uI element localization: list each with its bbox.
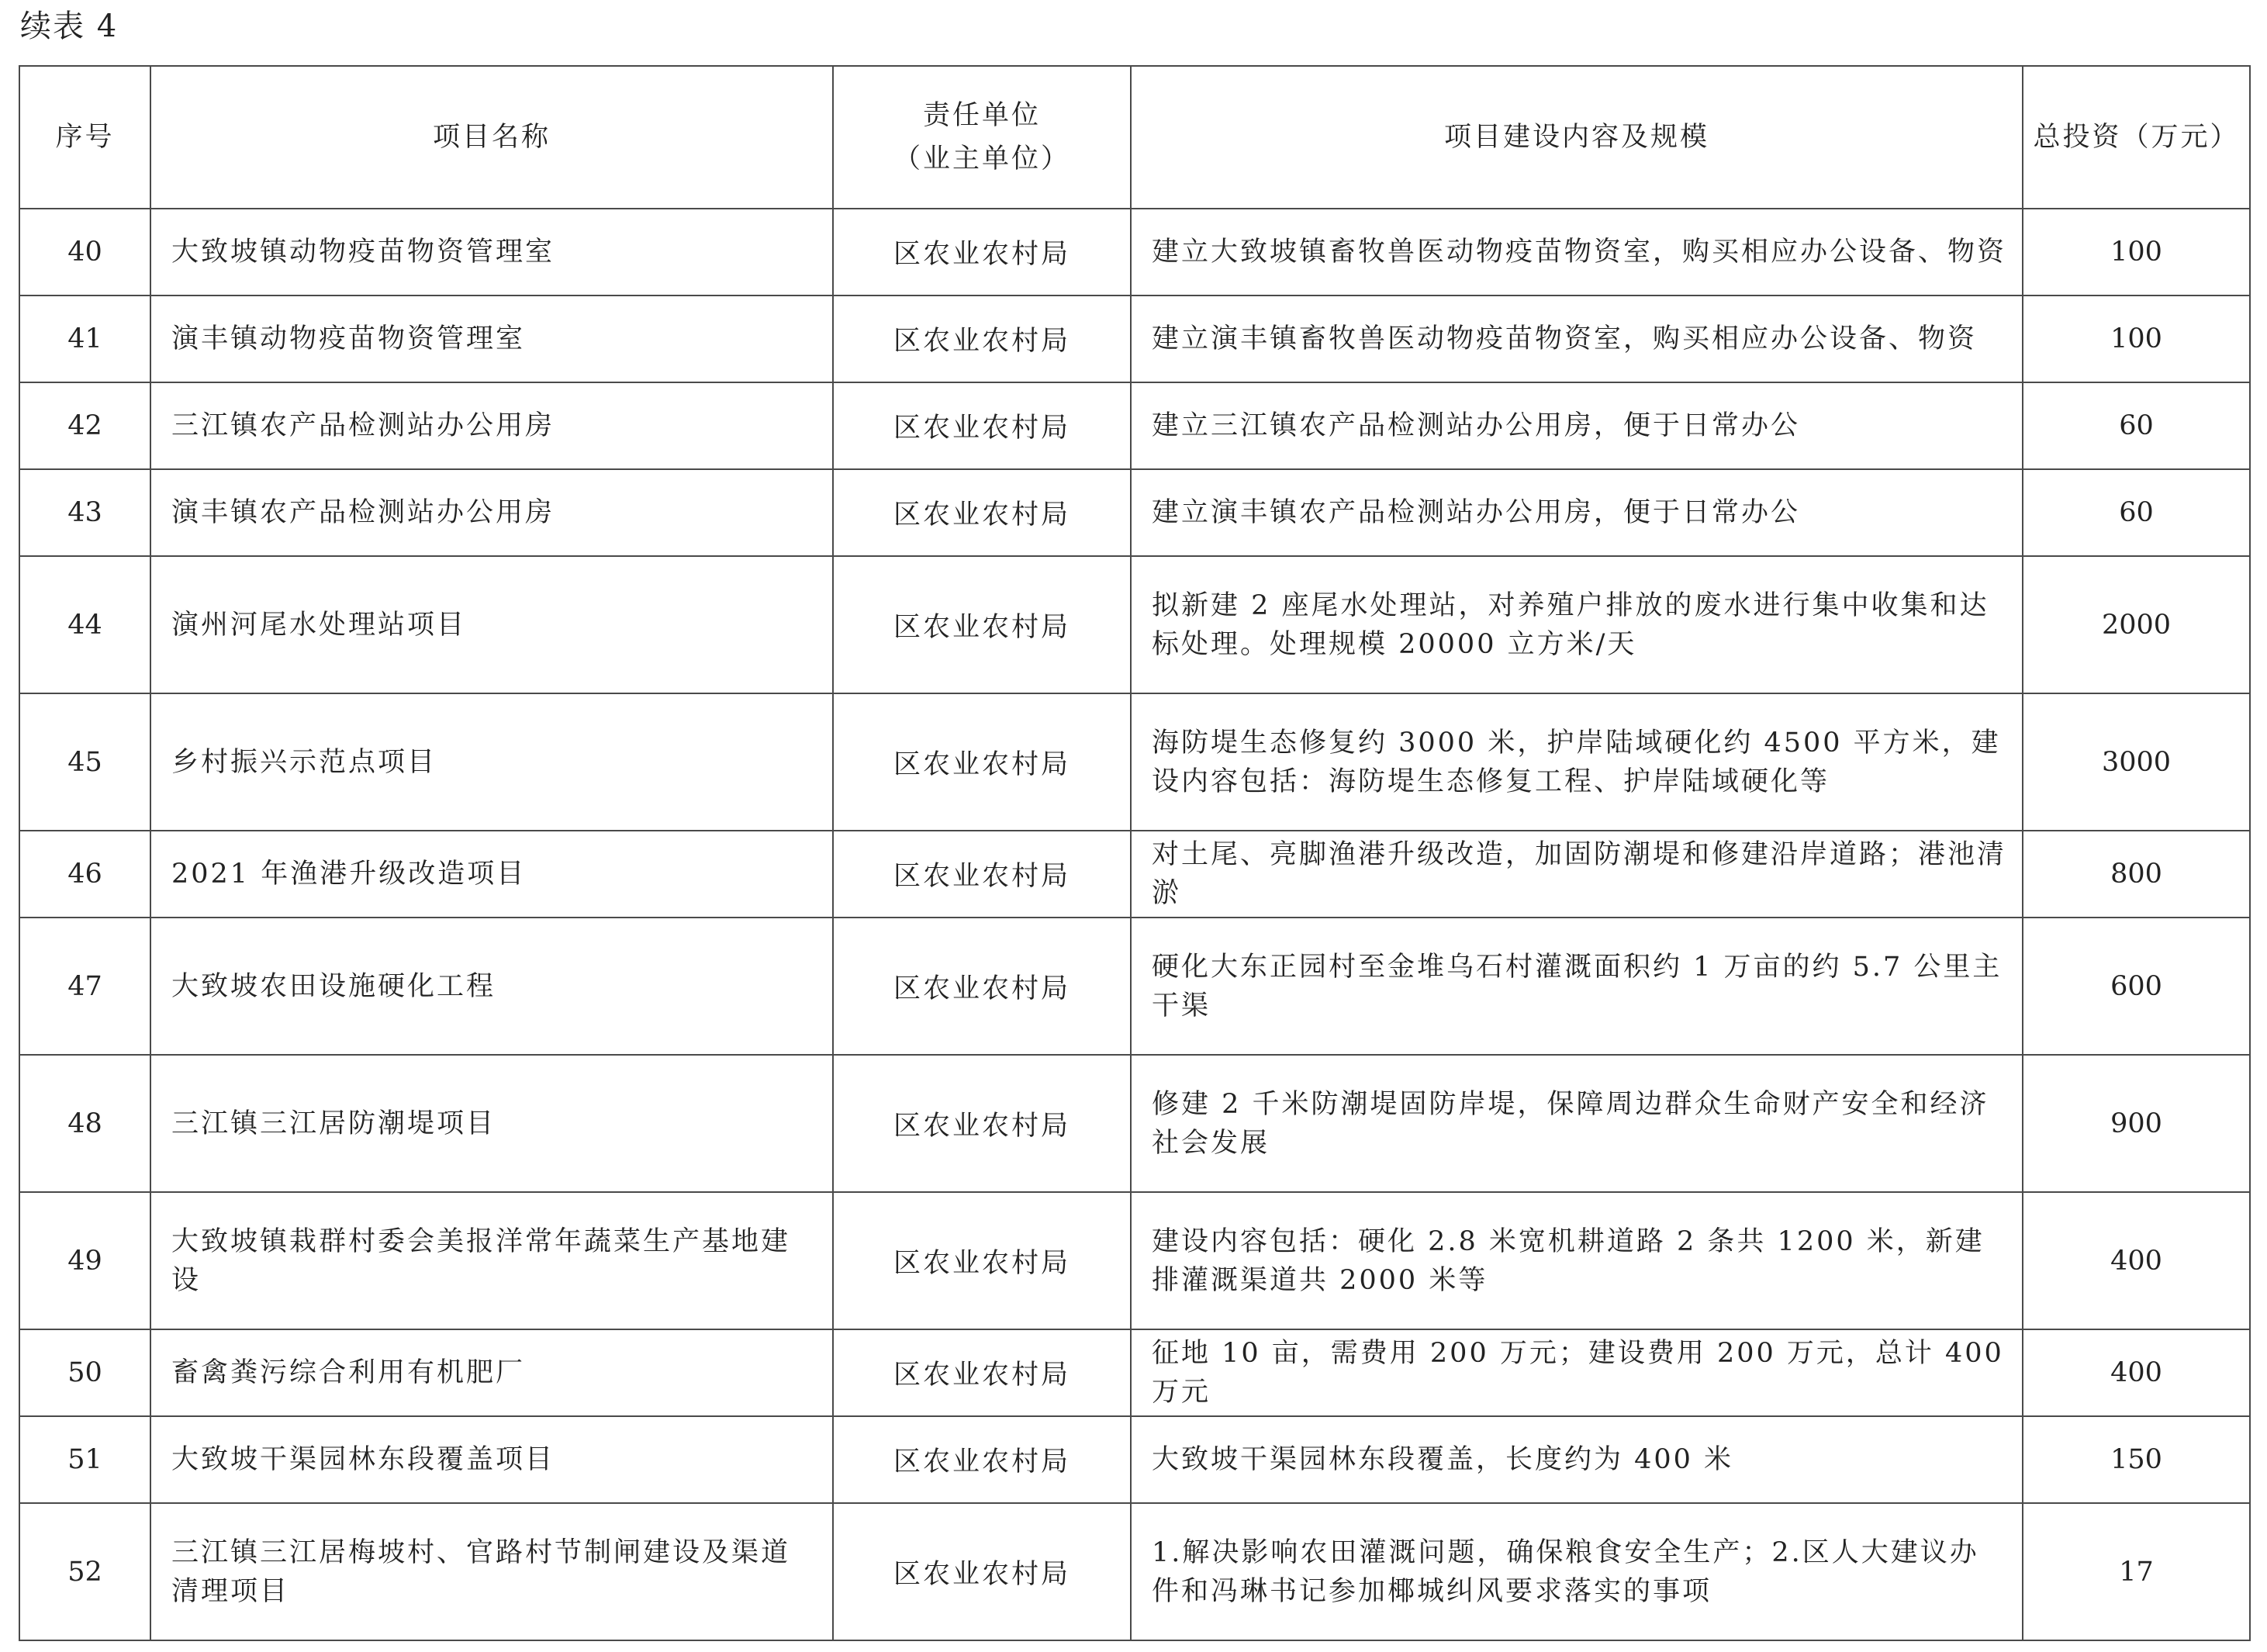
cell-content: 征地 10 亩，需费用 200 万元；建设费用 200 万元，总计 400 万元 (1131, 1329, 2023, 1416)
cell-name: 演丰镇农产品检测站办公用房 (150, 469, 833, 556)
cell-no: 44 (19, 556, 150, 693)
table-row (19, 693, 2250, 831)
cell-name: 大致坡镇动物疫苗物资管理室 (150, 209, 833, 295)
cell-content: 建立演丰镇农产品检测站办公用房，便于日常办公 (1131, 469, 2023, 556)
table-row (19, 209, 2250, 295)
cell-unit: 区农业农村局 (833, 918, 1131, 1055)
cell-content: 对土尾、亮脚渔港升级改造，加固防潮堤和修建沿岸道路；港池清淤 (1131, 831, 2023, 918)
table-caption: 续表 4 (20, 9, 119, 44)
cell-content: 大致坡干渠园林东段覆盖，长度约为 400 米 (1131, 1416, 2023, 1503)
cell-name: 演州河尾水处理站项目 (150, 556, 833, 693)
cell-content: 海防堤生态修复约 3000 米，护岸陆域硬化约 4500 平方米，建设内容包括：海防堤生态修复工程、护岸陆域硬化等 (1131, 693, 2023, 831)
cell-amount: 100 (2023, 209, 2250, 295)
header-no: 序号 (19, 66, 150, 209)
cell-unit: 区农业农村局 (833, 1329, 1131, 1416)
cell-content: 硬化大东正园村至金堆乌石村灌溉面积约 1 万亩的约 5.7 公里主干渠 (1131, 918, 2023, 1055)
cell-no: 43 (19, 469, 150, 556)
cell-amount: 2000 (2023, 556, 2250, 693)
cell-name: 三江镇三江居梅坡村、官路村节制闸建设及渠道清理项目 (150, 1503, 833, 1640)
cell-name: 大致坡干渠园林东段覆盖项目 (150, 1416, 833, 1503)
cell-unit: 区农业农村局 (833, 1055, 1131, 1192)
cell-amount: 800 (2023, 831, 2250, 918)
table-row (19, 1329, 2250, 1416)
cell-content: 建立演丰镇畜牧兽医动物疫苗物资室，购买相应办公设备、物资 (1131, 295, 2023, 382)
table-row (19, 1192, 2250, 1329)
header-unit-line2: （业主单位） (893, 143, 1070, 175)
cell-no: 46 (19, 831, 150, 918)
project-table (19, 65, 2251, 1641)
cell-unit: 区农业农村局 (833, 1416, 1131, 1503)
cell-amount: 60 (2023, 382, 2250, 469)
header-content: 项目建设内容及规模 (1131, 66, 2023, 209)
cell-name: 三江镇三江居防潮堤项目 (150, 1055, 833, 1192)
header-amount: 总投资（万元） (2023, 66, 2250, 209)
cell-amount: 150 (2023, 1416, 2250, 1503)
header-name: 项目名称 (150, 66, 833, 209)
cell-unit: 区农业农村局 (833, 556, 1131, 693)
cell-unit: 区农业农村局 (833, 209, 1131, 295)
table-row (19, 469, 2250, 556)
cell-amount: 600 (2023, 918, 2250, 1055)
cell-content: 建立大致坡镇畜牧兽医动物疫苗物资室，购买相应办公设备、物资 (1131, 209, 2023, 295)
cell-no: 40 (19, 209, 150, 295)
cell-unit: 区农业农村局 (833, 295, 1131, 382)
cell-unit: 区农业农村局 (833, 382, 1131, 469)
cell-no: 50 (19, 1329, 150, 1416)
cell-name: 大致坡镇栽群村委会美报洋常年蔬菜生产基地建设 (150, 1192, 833, 1329)
cell-name: 2021 年渔港升级改造项目 (150, 831, 833, 918)
cell-amount: 17 (2023, 1503, 2250, 1640)
cell-no: 48 (19, 1055, 150, 1192)
cell-name: 乡村振兴示范点项目 (150, 693, 833, 831)
cell-content: 拟新建 2 座尾水处理站，对养殖户排放的废水进行集中收集和达标处理。处理规模 20000 立方米/天 (1131, 556, 2023, 693)
cell-amount: 3000 (2023, 693, 2250, 831)
table-row (19, 918, 2250, 1055)
cell-name: 畜禽粪污综合利用有机肥厂 (150, 1329, 833, 1416)
cell-no: 51 (19, 1416, 150, 1503)
cell-unit: 区农业农村局 (833, 831, 1131, 918)
cell-name: 演丰镇动物疫苗物资管理室 (150, 295, 833, 382)
cell-name: 大致坡农田设施硬化工程 (150, 918, 833, 1055)
cell-unit: 区农业农村局 (833, 1192, 1131, 1329)
table-row (19, 1055, 2250, 1192)
table-header-row (19, 66, 2250, 209)
cell-no: 41 (19, 295, 150, 382)
cell-content: 建设内容包括：硬化 2.8 米宽机耕道路 2 条共 1200 米，新建排灌溉渠道共 2000 米等 (1131, 1192, 2023, 1329)
cell-name: 三江镇农产品检测站办公用房 (150, 382, 833, 469)
table-row (19, 1503, 2250, 1640)
header-unit (833, 66, 1131, 209)
table-row (19, 382, 2250, 469)
cell-amount: 100 (2023, 295, 2250, 382)
cell-no: 45 (19, 693, 150, 831)
cell-no: 52 (19, 1503, 150, 1640)
cell-amount: 400 (2023, 1192, 2250, 1329)
table-row (19, 1416, 2250, 1503)
cell-amount: 60 (2023, 469, 2250, 556)
cell-unit: 区农业农村局 (833, 1503, 1131, 1640)
cell-content: 1.解决影响农田灌溉问题，确保粮食安全生产；2.区人大建议办件和冯琳书记参加椰城纠风要求落实的事项 (1131, 1503, 2023, 1640)
cell-content: 修建 2 千米防潮堤固防岸堤，保障周边群众生命财产安全和经济社会发展 (1131, 1055, 2023, 1192)
cell-amount: 900 (2023, 1055, 2250, 1192)
cell-unit: 区农业农村局 (833, 469, 1131, 556)
table-row (19, 831, 2250, 918)
cell-unit: 区农业农村局 (833, 693, 1131, 831)
cell-amount: 400 (2023, 1329, 2250, 1416)
table-row (19, 295, 2250, 382)
table-row (19, 556, 2250, 693)
cell-content: 建立三江镇农产品检测站办公用房，便于日常办公 (1131, 382, 2023, 469)
cell-no: 47 (19, 918, 150, 1055)
cell-no: 49 (19, 1192, 150, 1329)
cell-no: 42 (19, 382, 150, 469)
header-unit-line1: 责任单位 (922, 100, 1041, 131)
